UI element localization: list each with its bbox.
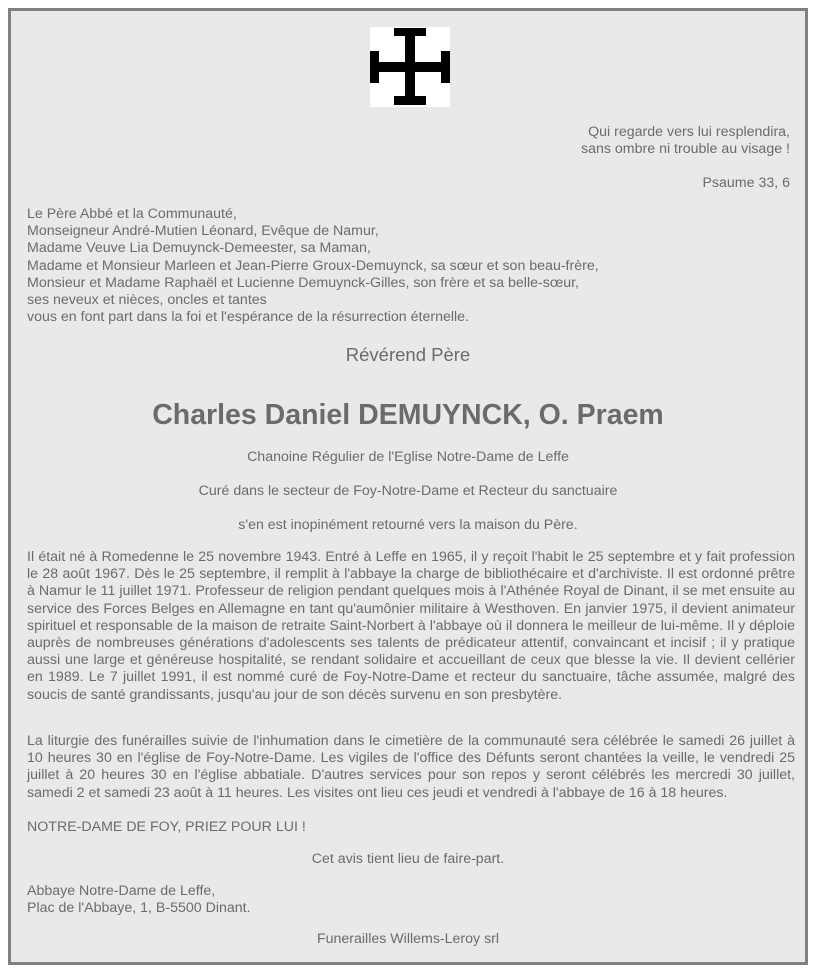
- notice-line: Cet avis tient lieu de faire-part.: [311, 851, 505, 867]
- deceased-name: Charles Daniel DEMUYNCK, O. Praem: [152, 399, 664, 431]
- honorific: Révérend Père: [345, 344, 471, 365]
- funeral-paragraph: La liturgie des funérailles suivie de l'inhumation dans le cimetière de la communauté sera célébrée le samedi 26 juillet à 10 heures 30 en l'église de Foy-Notre-Dame. Les vigiles de l'office des Défunts seront chantées la veille, le vendredi 25 juillet à 20 heures 30 en l'église abbatiale. D'autres services pour son repos y seront célébrés les mercredi 30 juillet, samedi 2 et samedi 23 août à 11 heures. Les visites ont lieu ces jeudi et vendredi à l'abbaye de 16 à 18 heures.: [27, 733, 795, 801]
- epigraph: [581, 124, 790, 158]
- epigraph-reference: Psaume 33, 6: [702, 175, 790, 191]
- family-line: Madame Veuve Lia Demuynck-Demeester, sa Maman,: [27, 240, 371, 257]
- abbey-address: [27, 883, 795, 917]
- family-line: Le Père Abbé et la Communauté,: [27, 206, 237, 222]
- family-line: vous en font part dans la foi et l'espérance de la résurrection éternelle.: [27, 309, 469, 326]
- family-announcement: [27, 206, 795, 326]
- family-line: Madame et Monsieur Marleen et Jean-Pierre Groux-Demuynck, sa sœur et son beau-frère,: [27, 257, 599, 274]
- role-priest: Curé dans le secteur de Foy-Notre-Dame et Recteur du sanctuaire: [198, 483, 618, 499]
- obituary-card: [8, 8, 808, 965]
- epigraph-line-1: Qui regarde vers lui resplendira,: [588, 124, 790, 140]
- family-line: Monseigneur André-Mutien Léonard, Evêque de Namur,: [27, 223, 379, 240]
- prayer-line: NOTRE-DAME DE FOY, PRIEZ POUR LUI !: [27, 819, 306, 835]
- returned-statement: s'en est inopinément retourné vers la maison du Père.: [238, 517, 578, 533]
- family-line: Monsieur et Madame Raphaël et Lucienne Demuynck-Gilles, son frère et sa belle-sœur,: [27, 274, 579, 291]
- address-line-1: Abbaye Notre-Dame de Leffe,: [27, 883, 216, 899]
- cross-icon: [370, 27, 450, 107]
- family-line: ses neveux et nièces, oncles et tantes: [27, 292, 267, 309]
- undertaker-name: Funerailles Willems-Leroy srl: [316, 931, 500, 947]
- biography-paragraph: Il était né à Romedenne le 25 novembre 1943. Entré à Leffe en 1965, il y reçoit l'habit le 25 septembre et y fait profession le 28 août 1967. Dès le 25 septembre, il remplit à l'abbaye la charge de bibliothécaire et d'archiviste. Il est ordonné prêtre à Namur le 11 juillet 1971. Professeur de religion pendant quelques mois à l'Athénée Royal de Dinant, il se met ensuite au service des Forces Belges en Allemagne en tant qu'aumônier militaire à Westhoven. En janvier 1975, il devient animateur spirituel et responsable de la maison de retraite Saint-Norbert à l'abbaye où il donnera le meilleur de lui-même. Il y déploie auprès de nombreuses générations d'adolescents ses talents de prédicateur attentif, convaincant et incisif ; il y pratique aussi une large et généreuse hospitalité, se rendant solidaire et accueillant de ceux que blesse la vie. Il devient cellérier en 1989. Le 7 juillet 1991, il est nommé curé de Foy-Notre-Dame et recteur du sanctuaire, tâche assumée, malgré des soucis de santé grandissants, jusqu'au jour de son décès survenu en son presbytère.: [27, 549, 795, 703]
- role-canon: Chanoine Régulier de l'Eglise Notre-Dame de Leffe: [247, 449, 569, 465]
- epigraph-line-2: sans ombre ni trouble au visage !: [581, 141, 790, 158]
- address-line-2: Plac de l'Abbaye, 1, B-5500 Dinant.: [27, 900, 251, 917]
- cross-emblem: [370, 27, 450, 107]
